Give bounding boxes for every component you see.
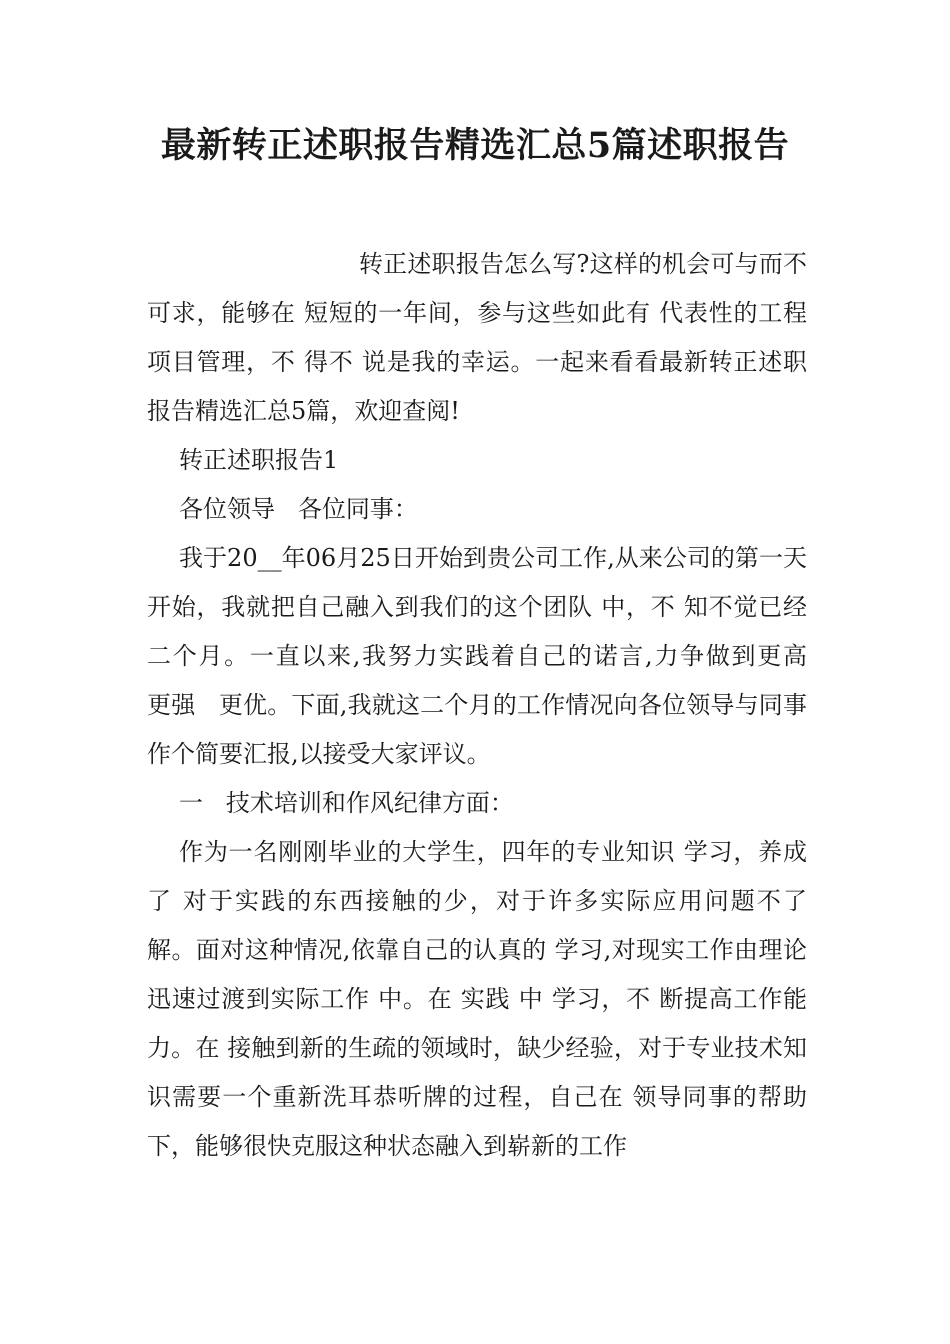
report-heading: 转正述职报告1 — [179, 446, 339, 474]
salutation: 各位领导 各位同事： — [179, 495, 418, 523]
document-body — [147, 240, 830, 1171]
body-paragraph: 我于20__年06月25日开始到贵公司工作,从来公司的第一天开始，我就把自己融入到我们的这个团队 中，不 知不觉已经二个月。一直以来,我努力实践着自己的诺言,力争做到更高 更强 更优。下面,我就这二个月的工作情况向各位领导与同事作个简要汇报,以接受大家评议。 — [147, 544, 830, 768]
body-paragraph: 作为一名刚刚毕业的大学生，四年的专业知识 学习，养成了 对于实践的东西接触的少，对于许多实际应用问题不了 解。面对这种情况,依靠自己的认真的 学习,对现实工作由理论迅速过渡到实际工作 中。在 实践 中 学习，不 断提高工作能力。在 接触到新的生疏的领域时，缺少经验，对于专业技术知识需要一个重新洗耳恭听牌的过程，自己在 领导同事的帮助下，能够很快克服这种状态融入到崭新的工作 — [147, 838, 815, 1160]
intro-paragraph: 转正述职报告怎么写?这样的机会可与而不 可求，能够在 短短的一年间，参与这些如此有 代表性的工程项目管理，不 得不 说是我的幸运。一起来看看最新转正述职报告精选汇总5篇，欢迎查阅! — [147, 250, 815, 425]
section-heading: 一 技术培训和作风纪律方面： — [179, 789, 514, 817]
document-title: 最新转正述职报告精选汇总5篇述职报告 — [160, 125, 790, 166]
